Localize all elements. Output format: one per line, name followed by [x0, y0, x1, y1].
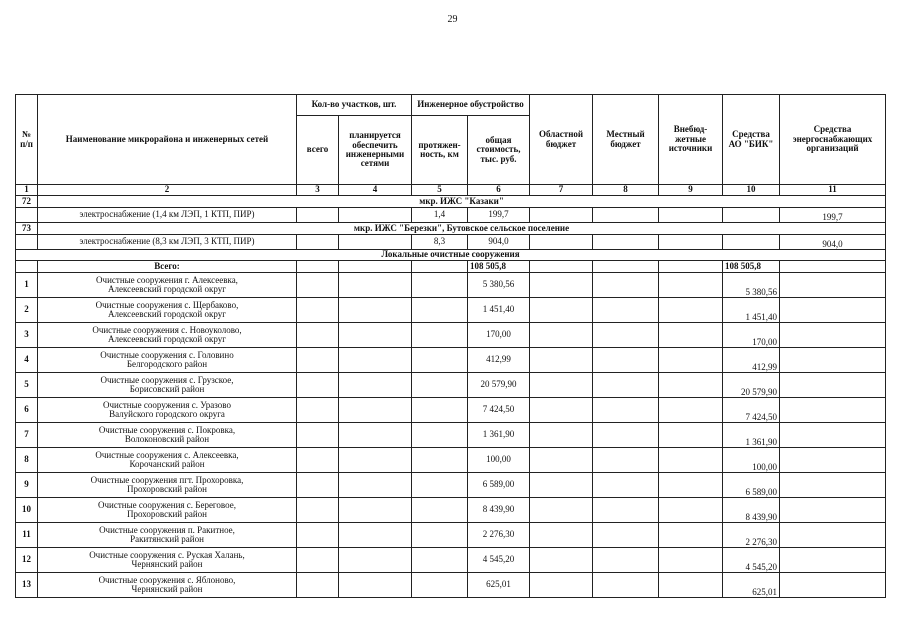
column-number: 5: [412, 185, 468, 196]
facility-name-line: Очистные сооружения с. Грузское,: [100, 374, 234, 385]
facility-row: [16, 348, 886, 373]
bik-cell: 2 276,30: [723, 523, 780, 548]
row-number: 9: [16, 473, 38, 498]
page-number: 29: [447, 14, 458, 25]
bik-cell: 4 545,20: [723, 548, 780, 573]
section-row: [16, 250, 886, 261]
row-number: 73: [16, 223, 38, 235]
network-name: электроснабжение (1,4 км ЛЭП, 1 КТП, ПИР): [38, 208, 297, 223]
facility-name: [38, 548, 297, 573]
district-title: мкр. ИЖС "Березки", Бутовское сельское поселение: [38, 223, 886, 235]
facility-name-line: Очистные сооружения с. Руская Халань,: [89, 549, 245, 560]
row-number: 72: [16, 196, 38, 208]
header-engineering-group: Инженерное обустройство: [412, 95, 530, 116]
cost-cell: 5 380,56: [468, 273, 530, 298]
facility-row: [16, 323, 886, 348]
bik-cell: 8 439,90: [723, 498, 780, 523]
facility-name: [38, 448, 297, 473]
column-number: 3: [297, 185, 339, 196]
facility-name: [38, 373, 297, 398]
energy-cell: 199,7: [780, 208, 886, 223]
facility-name-line: Очистные сооружения г. Алексеевка,: [96, 274, 238, 285]
bik-cell: 1 361,90: [723, 423, 780, 448]
facility-row: [16, 398, 886, 423]
column-number: 2: [38, 185, 297, 196]
header-name: Наименование микрорайона и инженерных сетей: [38, 95, 297, 185]
facility-location-line: Валуйского городского округа: [109, 409, 225, 419]
row-number: 10: [16, 498, 38, 523]
facility-row: [16, 298, 886, 323]
column-numbers-row: [16, 185, 886, 196]
facility-name: [38, 348, 297, 373]
facility-location-line: Прохоровский район: [126, 509, 207, 519]
network-row: [16, 208, 886, 223]
bik-cell: 100,00: [723, 448, 780, 473]
facility-name: [38, 273, 297, 298]
network-row: [16, 235, 886, 250]
header-sites-group: Кол-во участков, шт.: [297, 95, 412, 116]
bik-cell: 1 451,40: [723, 298, 780, 323]
cost-cell: 1 361,90: [468, 423, 530, 448]
network-name: электроснабжение (8,3 км ЛЭП, 3 КТП, ПИР): [38, 235, 297, 250]
facility-row: [16, 498, 886, 523]
row-number: 13: [16, 573, 38, 598]
cost-cell: 7 424,50: [468, 398, 530, 423]
facility-location-line: Прохоровский район: [126, 484, 207, 494]
facility-name: [38, 473, 297, 498]
cost-cell: 1 451,40: [468, 298, 530, 323]
cost-cell: 100,00: [468, 448, 530, 473]
row-number: 5: [16, 373, 38, 398]
facility-row: [16, 273, 886, 298]
facility-name: [38, 423, 297, 448]
facility-name-line: Очистные сооружения с. Уразово: [102, 399, 231, 410]
facility-location-line: Корочанский район: [129, 459, 205, 469]
facility-row: [16, 473, 886, 498]
header-regional-budget: Областной бюджет: [530, 95, 593, 185]
row-number: 11: [16, 523, 38, 548]
length-cell: 8,3: [412, 235, 468, 250]
row-number: 3: [16, 323, 38, 348]
facility-name-line: Очистные сооружения с. Головино: [100, 349, 234, 360]
facility-name-line: Очистные сооружения с. Щербаково,: [95, 299, 239, 310]
bik-cell: 7 424,50: [723, 398, 780, 423]
column-number: 10: [723, 185, 780, 196]
row-number: 6: [16, 398, 38, 423]
energy-cell: 904,0: [780, 235, 886, 250]
column-number: 6: [468, 185, 530, 196]
facility-name-line: Очистные сооружения пгт. Прохоровка,: [90, 474, 244, 485]
row-number: 12: [16, 548, 38, 573]
bik-cell: 625,01: [723, 573, 780, 598]
cost-cell: 625,01: [468, 573, 530, 598]
row-number: 7: [16, 423, 38, 448]
cost-cell: 4 545,20: [468, 548, 530, 573]
section-title: Локальные очистные сооружения: [16, 250, 886, 261]
row-number: 8: [16, 448, 38, 473]
header-energy: Средства энергоснабжающих организаций: [780, 95, 886, 185]
header-sites-total: всего: [297, 116, 339, 185]
facility-name-line: Очистные сооружения с. Новоуколово,: [92, 324, 242, 335]
facility-row: [16, 373, 886, 398]
facility-name-line: Очистные сооружения с. Покровка,: [98, 424, 236, 435]
facility-name-line: Очистные сооружения с. Береговое,: [98, 499, 236, 510]
column-number: 9: [659, 185, 723, 196]
investment-table: [15, 94, 886, 598]
facility-name-line: Очистные сооружения с. Яблоново,: [98, 574, 236, 585]
district-row: [16, 196, 886, 208]
cost-cell: 8 439,90: [468, 498, 530, 523]
bik-cell: 6 589,00: [723, 473, 780, 498]
cost-cell: 199,7: [468, 208, 530, 223]
facility-row: [16, 573, 886, 598]
facility-location-line: Чернянский район: [131, 559, 203, 569]
total-bik: 108 505,8: [723, 261, 780, 273]
facility-location-line: Алексеевский городской округ: [108, 309, 226, 319]
cost-cell: 6 589,00: [468, 473, 530, 498]
total-label: Всего:: [38, 261, 297, 273]
column-number: 11: [780, 185, 886, 196]
facility-location-line: Алексеевский городской округ: [108, 334, 226, 344]
facility-name: [38, 323, 297, 348]
bik-cell: 20 579,90: [723, 373, 780, 398]
header-sites-planned: планируется обеспечить инженерными сетями: [339, 116, 412, 185]
facility-name-line: Очистные сооружения п. Ракитное,: [99, 524, 235, 535]
header-local-budget: Местный бюджет: [593, 95, 659, 185]
facility-location-line: Белгородского район: [126, 359, 208, 369]
facility-name: [38, 498, 297, 523]
bik-cell: 5 380,56: [723, 273, 780, 298]
bik-cell: 170,00: [723, 323, 780, 348]
header-num: № п/п: [16, 95, 38, 185]
facility-name: [38, 523, 297, 548]
cost-cell: 412,99: [468, 348, 530, 373]
row-number: 4: [16, 348, 38, 373]
column-number: 7: [530, 185, 593, 196]
facility-location-line: Алексеевский городской округ: [108, 284, 226, 294]
facility-location-line: Борисовский район: [129, 384, 205, 394]
district-title: мкр. ИЖС "Казаки": [38, 196, 886, 208]
facility-location-line: Волоконовский район: [124, 434, 210, 444]
facility-row: [16, 423, 886, 448]
facility-row: [16, 523, 886, 548]
column-number: 4: [339, 185, 412, 196]
facility-name: [38, 398, 297, 423]
total-row: [16, 261, 886, 273]
cost-cell: 20 579,90: [468, 373, 530, 398]
facility-location-line: Чернянский район: [131, 584, 203, 594]
header-eng-cost: общая стоимость, тыс. руб.: [468, 116, 530, 185]
bik-cell: 412,99: [723, 348, 780, 373]
column-number: 1: [16, 185, 38, 196]
facility-name: [38, 573, 297, 598]
facility-row: [16, 448, 886, 473]
total-cost: 108 505,8: [468, 261, 530, 273]
column-number: 8: [593, 185, 659, 196]
header-offbudget: Внебюд-жетные источники: [659, 95, 723, 185]
length-cell: 1,4: [412, 208, 468, 223]
row-number: 1: [16, 273, 38, 298]
cost-cell: 170,00: [468, 323, 530, 348]
cost-cell: 2 276,30: [468, 523, 530, 548]
facility-location-line: Ракитянский район: [130, 534, 204, 544]
facility-name-line: Очистные сооружения с. Алексеевка,: [95, 449, 239, 460]
cost-cell: 904,0: [468, 235, 530, 250]
header-bik: Средства АО "БИК": [723, 95, 780, 185]
facility-row: [16, 548, 886, 573]
facility-name: [38, 298, 297, 323]
header-eng-length: протяжен-ность, км: [412, 116, 468, 185]
district-row: [16, 223, 886, 235]
row-number: 2: [16, 298, 38, 323]
